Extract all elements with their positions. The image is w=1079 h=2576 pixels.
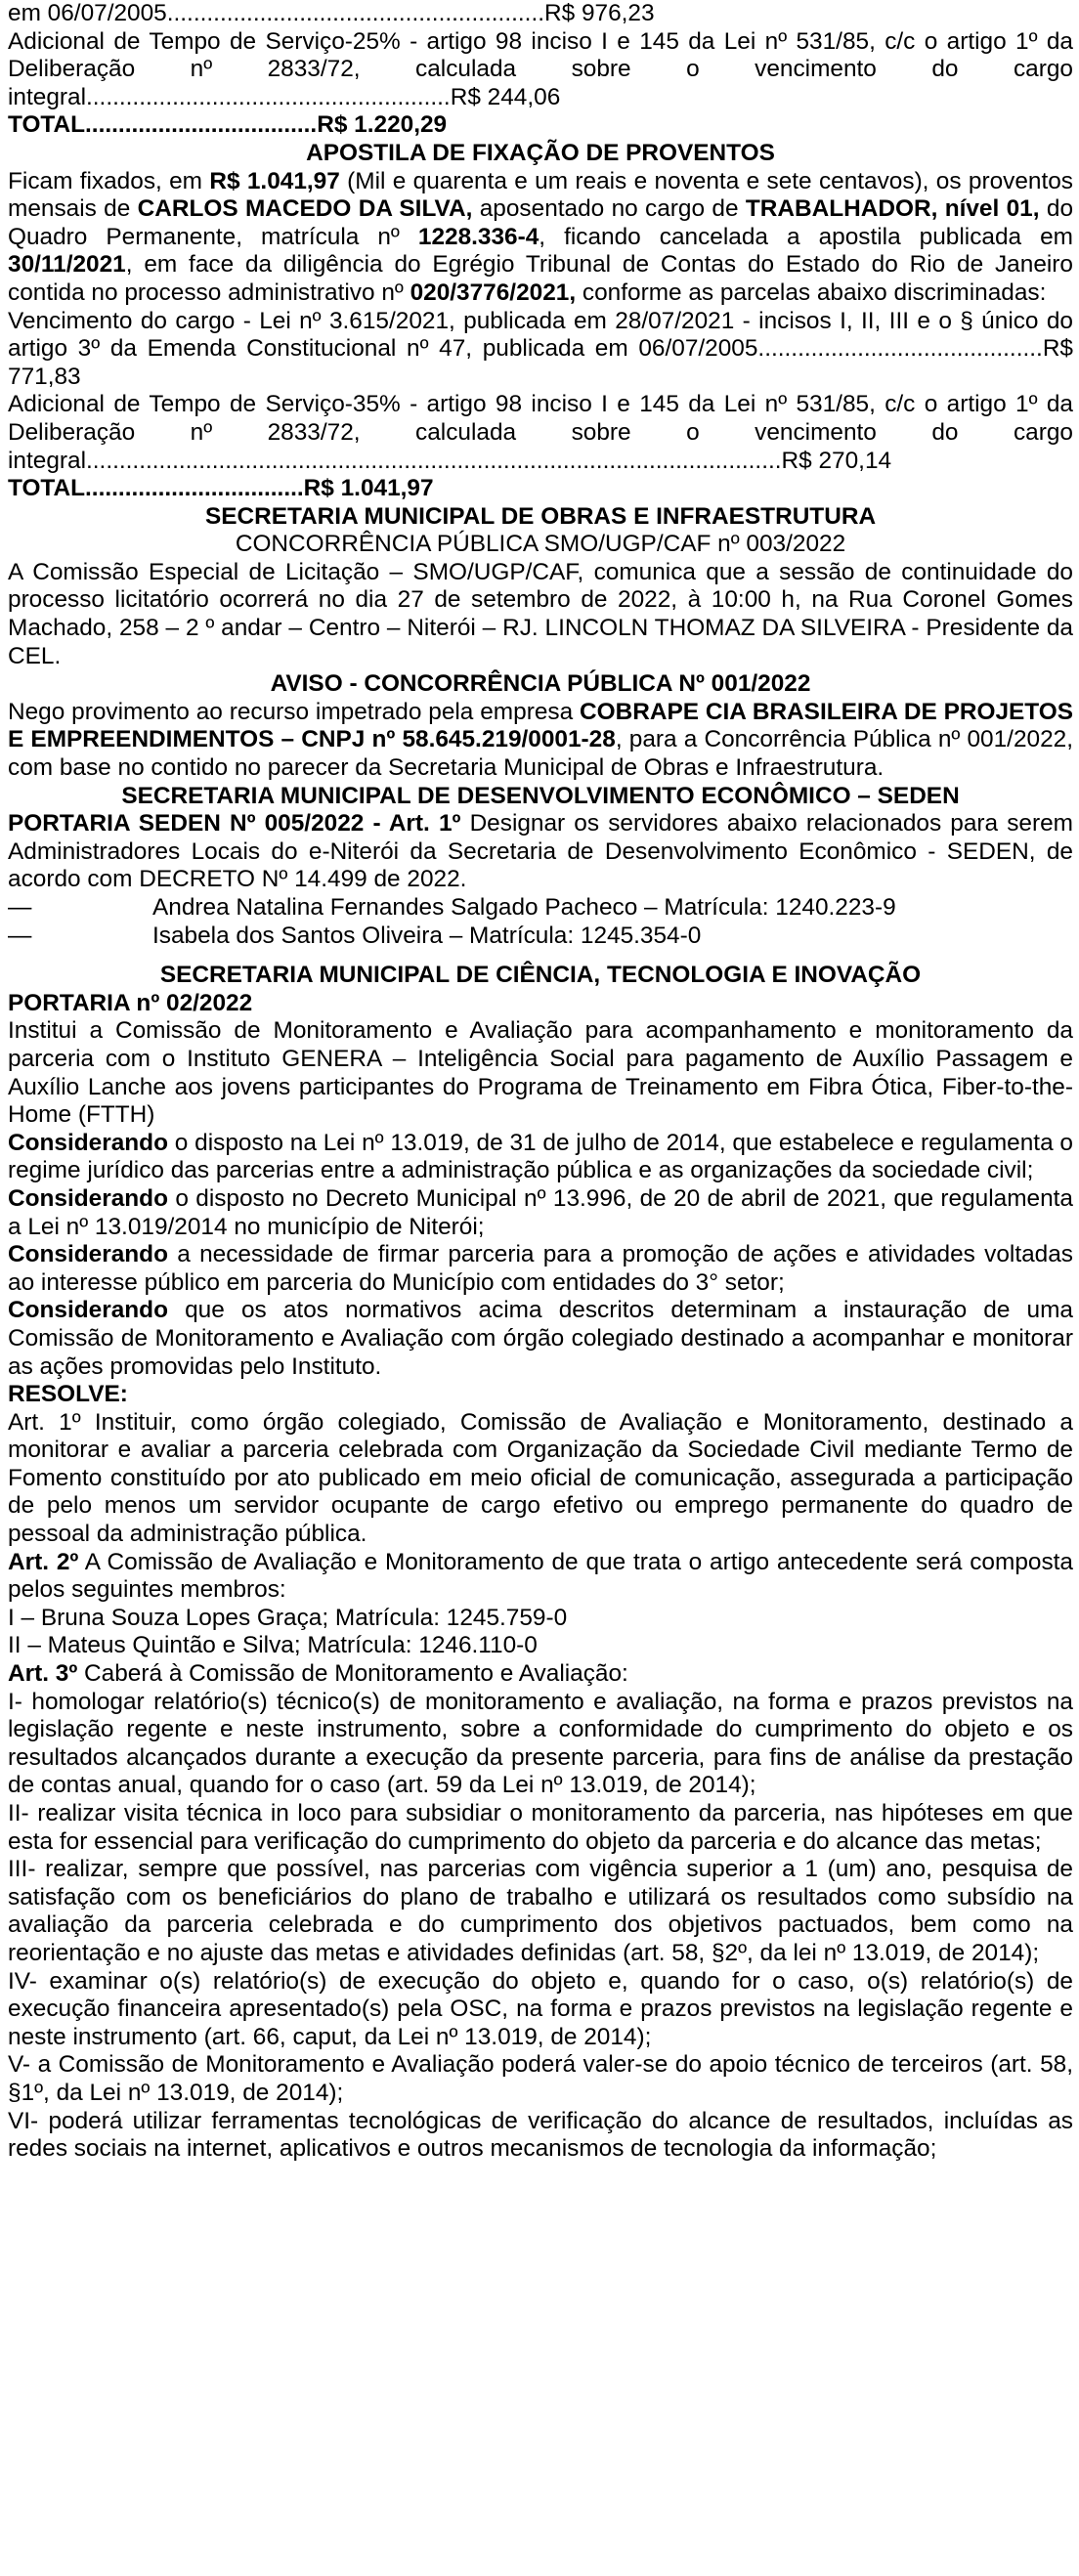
paragraph-considerando-2: Considerando o disposto no Decreto Municipal nº 13.996, de 20 de abril de 2021, que regulamenta a Lei nº 13.019/2014 no município de Niterói;: [8, 1184, 1073, 1240]
paragraph-adicional-25: Adicional de Tempo de Serviço-25% - artigo 98 inciso I e 145 da Lei nº 531/85, c/c o artigo 1º da Deliberação nº 2833/72, calculada sobre o vencimento do cargo integral.......................................................R$ 244,06: [8, 27, 1073, 110]
paragraph-inciso-1: I- homologar relatório(s) técnico(s) de monitoramento e avaliação, na forma e prazos previstos na legislação regente e neste instrumento, sobre a conformidade do cumprimento do objeto e os resultados alcançados durante a execução da presente parceria, para fins de análise da prestação de contas anual, quando for o caso (art. 59 da Lei nº 13.019, de 2014);: [8, 1688, 1073, 1799]
heading-apostila: APOSTILA DE FIXAÇÃO DE PROVENTOS: [306, 139, 775, 166]
list-item-servidor-1: — Andrea Natalina Fernandes Salgado Pacheco – Matrícula: 1240.223-9: [8, 894, 896, 921]
paragraph-inciso-6: VI- poderá utilizar ferramentas tecnológicas de verificação do alcance de resultados, incluídas as redes sociais na internet, aplicativos e outros mecanismos de tecnologia da informação;: [8, 2107, 1073, 2163]
heading-resolve: RESOLVE:: [8, 1381, 128, 1408]
heading-aviso-concorrencia: AVISO - CONCORRÊNCIA PÚBLICA Nº 001/2022: [270, 670, 811, 698]
list-item-membro-2: II – Mateus Quintão e Silva; Matrícula: 1246.110-0: [8, 1632, 538, 1659]
paragraph-considerando-3: Considerando a necessidade de firmar parceria para a promoção de ações e atividades voltadas ao interesse público em parceria do Município com entidades do 3° setor;: [8, 1241, 1073, 1296]
list-item-servidor-2: — Isabela dos Santos Oliveira – Matrícula: 1245.354-0: [8, 922, 702, 949]
total-line-2: TOTAL.................................R$ 1.041,97: [8, 475, 434, 502]
paragraph-ficam-fixados: Ficam fixados, em R$ 1.041,97 (Mil e quarenta e um reais e noventa e sete centavos), os proventos mensais de CARLOS MACEDO DA SILVA, aposentado no cargo de TRABALHADOR, nível 01, do Quadro Permanente, matrícula nº 1228.336-4, ficando cancelada a apostila publicada em 30/11/2021, em face da diligência do Egrégio Tribunal de Contas do Estado do Rio de Janeiro contida no processo administrativo nº 020/3776/2021, conforme as parcelas abaixo discriminadas:: [8, 167, 1074, 306]
paragraph-art-3: Art. 3º Caberá à Comissão de Monitoramento e Avaliação:: [8, 1660, 628, 1688]
list-item-membro-1: I – Bruna Souza Lopes Graça; Matrícula: 1245.759-0: [8, 1604, 568, 1631]
paragraph-vencimento-cont: em 06/07/2005.........................................................R$ 976,23: [8, 0, 655, 26]
total-line-1: TOTAL...................................R$ 1.220,29: [8, 111, 448, 139]
paragraph-art-1: Art. 1º Instituir, como órgão colegiado, Comissão de Avaliação e Monitoramento, destinado a monitorar e avaliar a parceria celebrada com Organização da Sociedade Civil mediante Termo de Fomento constituído por ato publicado em meio oficial de comunicação, assegurada a participação de pelo menos um servidor ocupante de cargo efetivo ou emprego permanente do quadro de pessoal da administração pública.: [8, 1408, 1073, 1548]
paragraph-considerando-1: Considerando o disposto na Lei nº 13.019, de 31 de julho de 2014, que estabelece e regulamenta o regime jurídico das parcerias entre a administração pública e as organizações da sociedade civil;: [8, 1129, 1073, 1184]
paragraph-nego-provimento: Nego provimento ao recurso impetrado pela empresa COBRAPE CIA BRASILEIRA DE PROJETOS E EMPREENDIMENTOS – CNPJ nº 58.645.219/0001-28, para a Concorrência Pública nº 001/2022, com base no contido no parecer da Secretaria Municipal de Obras e Infraestrutura.: [8, 698, 1073, 782]
heading-secretaria-ciencia: SECRETARIA MUNICIPAL DE CIÊNCIA, TECNOLOGIA E INOVAÇÃO: [159, 962, 922, 989]
paragraph-inciso-3: III- realizar, sempre que possível, nas parcerias com vigência superior a 1 (um) ano, pesquisa de satisfação com os beneficiários do plano de trabalho e utilizará os resultados como subsídio na avaliação da parceria celebrada e do cumprimento dos objetivos pactuados, bem como na reorientação e no ajuste das metas e atividades definidas (art. 58, §2º, da lei nº 13.019, de 2014);: [8, 1856, 1073, 1966]
paragraph-inciso-4: IV- examinar o(s) relatório(s) de execução do objeto e, quando for o caso, o(s) relatório(s) de execução financeira apresentado(s) pela OSC, na forma e prazos previstos na legislação regente e neste instrumento (art. 66, caput, da Lei nº 13.019, de 2014);: [8, 1967, 1073, 2050]
paragraph-inciso-2: II- realizar visita técnica in loco para subsidiar o monitoramento da parceria, nas hipóteses em que esta for essencial para verificação do cumprimento do objeto da parceria e do alcance das metas;: [8, 1800, 1073, 1855]
heading-secretaria-obras: SECRETARIA MUNICIPAL DE OBRAS E INFRAESTRUTURA: [204, 502, 877, 530]
paragraph-adicional-35: Adicional de Tempo de Serviço-35% - artigo 98 inciso I e 145 da Lei nº 531/85, c/c o artigo 1º da Deliberação nº 2833/72, calculada sobre o vencimento do cargo integral.........................................................................................................R$ 270,14: [8, 391, 1073, 474]
paragraph-considerando-4: Considerando que os atos normativos acima descritos determinam a instauração de uma Comissão de Monitoramento e Avaliação com órgão colegiado destinado a acompanhar e monitorar as ações promovidas pelo Instituto.: [8, 1297, 1073, 1380]
subheading-concorrencia: CONCORRÊNCIA PÚBLICA SMO/UGP/CAF nº 003/2022: [235, 531, 846, 558]
paragraph-institui: Institui a Comissão de Monitoramento e Avaliação para acompanhamento e monitoramento da parceria com o Instituto GENERA – Inteligência Social para pagamento de Auxílio Passagem e Auxílio Lanche aos jovens participantes do Programa de Treinamento em Fibra Ótica, Fiber-to-the-Home (FTTH): [8, 1017, 1073, 1129]
heading-secretaria-seden: SECRETARIA MUNICIPAL DE DESENVOLVIMENTO ECONÔMICO – SEDEN: [121, 782, 960, 809]
paragraph-comissao-especial: A Comissão Especial de Licitação – SMO/UGP/CAF, comunica que a sessão de continuidade do processo licitatório ocorrerá no dia 27 de setembro de 2022, à 10:00 h, na Rua Coronel Gomes Machado, 258 – 2 º andar – Centro – Niterói – RJ. LINCOLN THOMAZ DA SILVEIRA - Presidente da CEL.: [8, 558, 1073, 669]
paragraph-portaria-seden: PORTARIA SEDEN Nº 005/2022 - Art. 1º Designar os servidores abaixo relacionados para serem Administradores Locais do e-Niterói da Secretaria de Desenvolvimento Econômico - SEDEN, de acordo com DECRETO Nº 14.499 de 2022.: [8, 810, 1074, 893]
heading-portaria-02: PORTARIA nº 02/2022: [8, 989, 253, 1016]
paragraph-vencimento-cargo: Vencimento do cargo - Lei nº 3.615/2021, publicada em 28/07/2021 - incisos I, II, III e o § único do artigo 3º da Emenda Constitucional nº 47, publicada em 06/07/2005...........................................R$ 771,83: [8, 307, 1073, 390]
paragraph-art-2: Art. 2º A Comissão de Avaliação e Monitoramento de que trata o artigo antecedente será composta pelos seguintes membros:: [8, 1548, 1073, 1604]
paragraph-inciso-5: V- a Comissão de Monitoramento e Avaliação poderá valer-se do apoio técnico de terceiros (art. 58, §1º, da Lei nº 13.019, de 2014);: [8, 2051, 1073, 2106]
